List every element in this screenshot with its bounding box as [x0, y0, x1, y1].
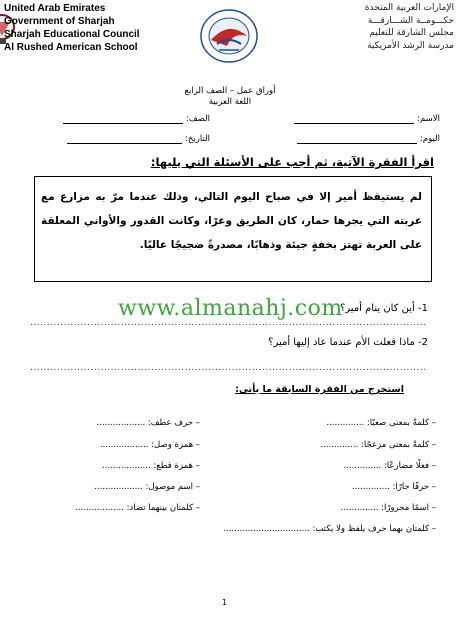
extract-item[interactable]: – كلمتان بينهما تضاد: ..................	[75, 503, 200, 513]
question-2: 2- ماذا فعلت الأم عندما عاد إليها أمير؟	[268, 337, 428, 348]
reading-passage: لم يستيقظ أمير إلا في صباح اليوم التالي، وذلك عندما مرّ به مزارع مع عربته التي يجرها حمار، كان الطريق وعرًا، وكانت القدور والأواني المعلقة على العربة تهتز بخفةٍ جيئة وذهابًا، مصدرةً ضجيجًا عاليًا.	[34, 176, 432, 282]
extract-title: استخرج من الفقرة السابقة ما يأتي:	[235, 384, 404, 395]
extract-item[interactable]: – كلمةً بمعنى صعبًا: ..............	[326, 418, 436, 428]
reading-instruction: اقرأ الفقرة الآتية، ثم أجب على الأسئلة التي يليها:	[150, 155, 434, 169]
extract-item[interactable]: – اسمًا مجرورًا: ..............	[340, 503, 436, 513]
header-ar-line: الإمارات العربية المتحدة	[364, 3, 454, 13]
extract-item[interactable]: – كلمتان بهما حرف يلفظ ولا يكتب: ................................	[223, 524, 436, 534]
header-ar-line: مدرسة الرشد الأمريكية	[367, 40, 454, 51]
question-1: 1- أين كان ينام أمير؟	[339, 303, 428, 314]
day-field[interactable]	[297, 134, 440, 144]
day-label: اليوم:	[419, 134, 440, 144]
extract-item[interactable]: – اسم موصول: ..................	[94, 482, 200, 492]
header-ar-line: مجلس الشارقة للتعليم	[369, 28, 454, 38]
extract-item[interactable]: – همزة وصل: ..................	[99, 440, 200, 450]
extract-item[interactable]: – حرفًا جارًا: ..............	[352, 482, 436, 492]
watermark: www.almanahj.com	[118, 296, 343, 321]
answer-line-2[interactable]: ......................................................................................................................	[30, 363, 427, 373]
school-logo	[197, 6, 261, 64]
date-field[interactable]	[67, 134, 210, 144]
header-en-line: Government of Sharjah	[4, 16, 115, 27]
class-line	[63, 114, 183, 124]
extract-item[interactable]: – حرف عطف: ..................	[96, 418, 200, 428]
class-field[interactable]	[63, 114, 210, 124]
header-en-line: United Arab Emirates	[4, 3, 106, 14]
header-ar-line: حكـــومــة الشـــارقـــة	[367, 15, 454, 26]
worksheet-title	[140, 86, 320, 108]
header-arabic	[365, 2, 454, 52]
class-label: الصف:	[186, 114, 210, 124]
header-english	[4, 2, 140, 54]
name-field[interactable]	[294, 114, 440, 124]
day-line	[297, 134, 417, 144]
extract-item[interactable]: – كلمةً بمعنى مزعجًا: ..............	[320, 440, 436, 450]
page-number: 1	[222, 598, 228, 607]
worksheet-subject: اللغة العربية	[208, 97, 252, 107]
extract-item[interactable]: – همزة قطع: ..................	[102, 461, 200, 471]
name-line	[294, 114, 414, 124]
date-label: التاريخ:	[185, 134, 210, 144]
name-label: الاسم:	[417, 114, 440, 124]
answer-line-1[interactable]: ......................................................................................................................	[30, 318, 427, 328]
worksheet-grade: أوراق عمل – الصف الرابع	[184, 86, 276, 96]
header-en-line: Sharjah Educational Council	[4, 29, 140, 40]
date-line	[67, 134, 182, 144]
extract-item[interactable]: – فعلًا مضارعًا: ..............	[343, 461, 436, 471]
header-en-line: Al Rushed American School	[4, 42, 138, 53]
